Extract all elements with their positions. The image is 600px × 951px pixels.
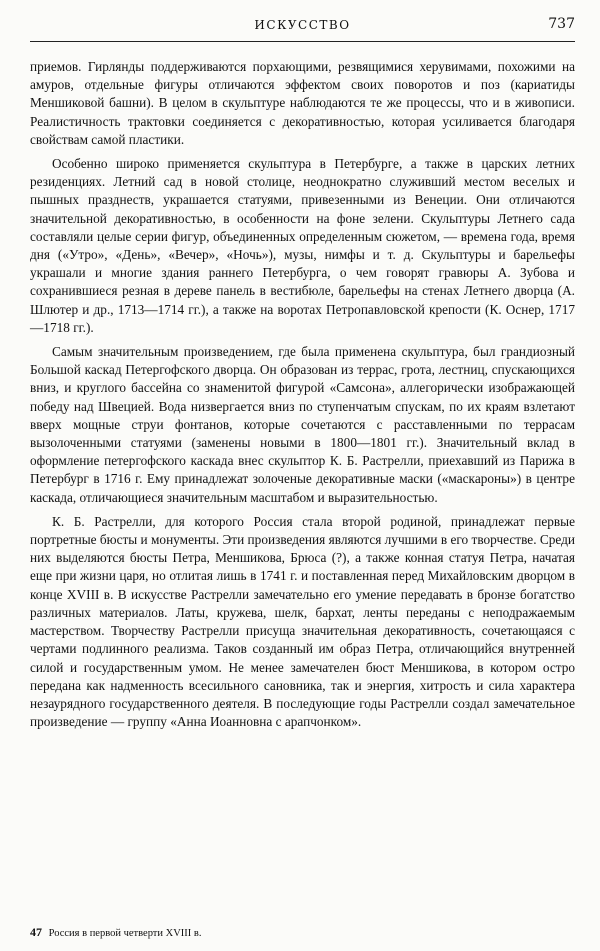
header-rule [30, 41, 575, 42]
page-number: 737 [548, 16, 575, 32]
paragraph-peterhof-cascade: Самым значительным произведением, где была применена скульптура, был грандиозный Большой каскад Петергофского дворца. Он образован из террас, грота, лестниц, спускающихся вниз, и круглого бассейна со знаменитой фигурой «Самсона», аллегорически изображающей победу над Швецией. Вода низвергается вниз по ступенчатым спускам, по их краям взлетают вверх мощные струи фонтанов, которые сочетаются с расставленными по террасам вызолоченными статуями (заменены новыми в 1800—1801 гг.). Значительный вклад в оформление петергофского каскада внес скульптор К. Б. Растрелли, приехавший из Парижа в Петербург в 1716 г. Ему принадлежат золоченые декоративные маски («маскароны») в центре каскада, отличающиеся значительным масштабом и выразительностью. [30, 344, 575, 505]
paragraph-petersburg-sculpture: Особенно широко применяется скульптура в Петербурге, а также в царских летних резиденциях. Летний сад в новой столице, неоднократно служивший местом веселых и пышных празднеств, украшается статуями, привезенными из Венеции. Они отличаются значительной декоративностью, в особенности на фоне зелени. Скульптуры Летнего сада составляли целые серии фигур, объединенных определенным сюжетом, — времена года, время дня («Утро», «День», «Вечер», «Ночь»), музы, нимфы и т. д. Скульптуры и барельефы украшали и многие здания раннего Петербурга, о чем говорят гравюры А. Зубова и сохранившиеся резная в дереве панель в вестибюле, барельефы на стенах Летнего дворца (А. Шлютер и др., 1713—1714 гг.), а также на воротах Петропавловской крепости (К. Оснер, 1717—1718 гг.). [30, 156, 575, 335]
running-header [30, 14, 575, 40]
paragraph-rastrelli: К. Б. Растрелли, для которого Россия стала второй родиной, принадлежат первые портретные бюсты и монументы. Эти произведения являются лучшими в его творчестве. Среди них выделяются бюсты Петра, Меншикова, Брюса (?), а также конная статуя Петра, начатая еще при жизни царя, но отлитая лишь в 1741 г. и поставленная перед Михайловским дворцом в конце XVIII в. В искусстве Растрелли замечательно его умение передавать в бронзе богатство различных материалов. Латы, кружева, шелк, бархат, ленты переданы с неподражаемым мастерством. Творчеству Растрелли присуща значительная декоративность, сочетающаяся с чертами подлинного реализма. Таков созданный им образ Петра, отличающийся внутренней силой и государственным умом. Не менее замечателен бюст Меншикова, в котором остро передана как надменность всесильного сановника, так и энергия, хитрость и сила характера незаурядного государственного деятеля. В последующие годы Растрелли создал замечательное произведение — группу «Анна Иоанновна с арапчонком». [30, 513, 575, 730]
section-title: ИСКУССТВО [254, 18, 351, 32]
paragraph-continuation: приемов. Гирлянды поддерживаются порхающими, резвящимися херувимами, похожими на амуров, отдельные фигуры отличаются эффектом своих поворотов и поз (кариатиды Меншиковой башни). В целом в скульптуре наблюдаются те же процессы, что и в живописи. Реалистичность трактовки соединяется с декоративностью, которая усиливается благодаря свойствам самой пластики. [30, 59, 575, 147]
printer-signature-line [30, 925, 202, 940]
body-text [30, 58, 575, 737]
signature-number: 47 [30, 925, 42, 939]
signature-text: Россия в первой четверти XVIII в. [48, 928, 202, 939]
